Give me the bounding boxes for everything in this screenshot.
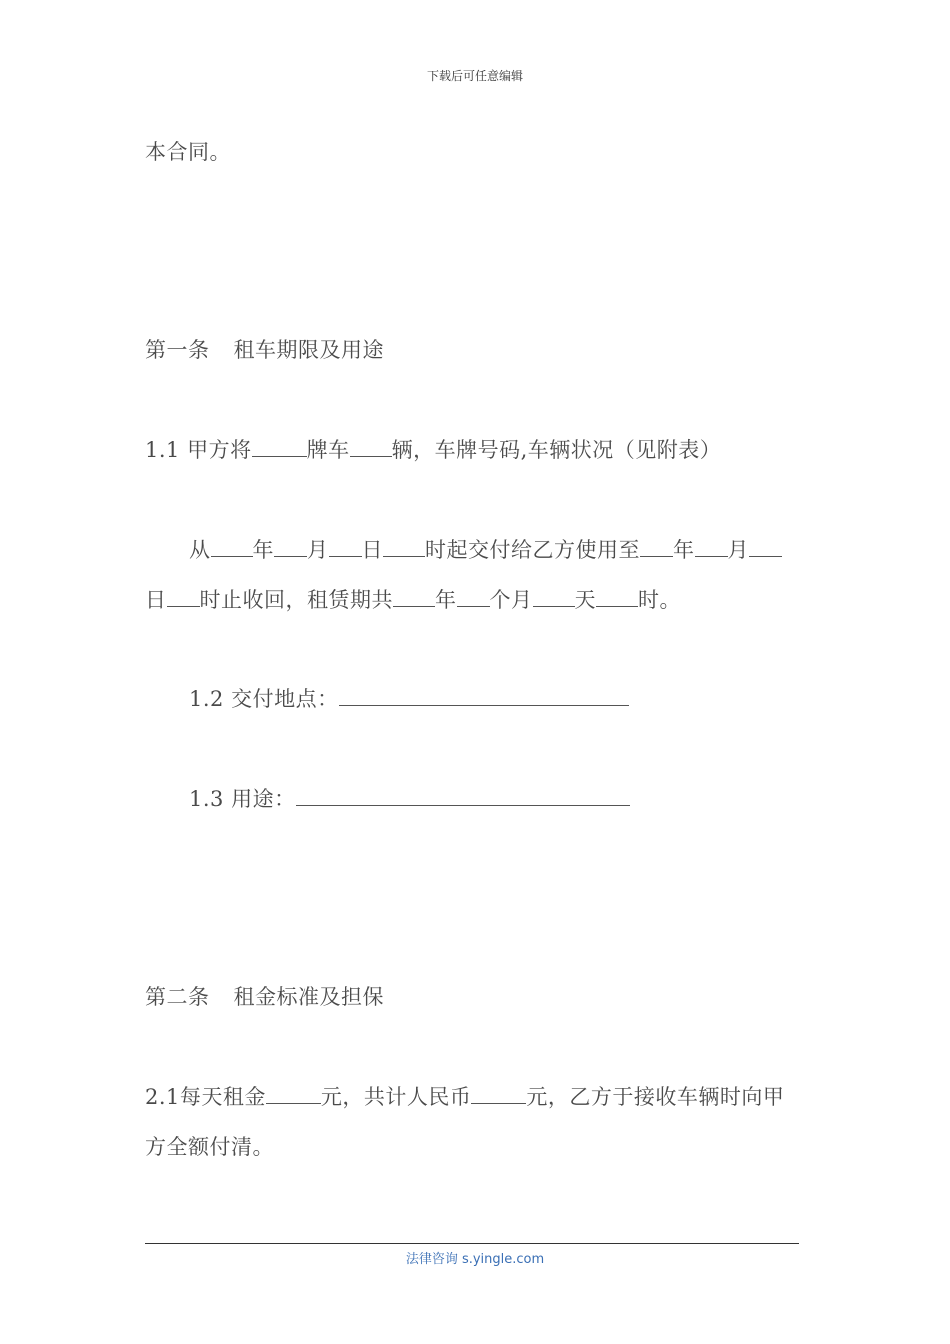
footer-divider xyxy=(145,1243,799,1244)
fill-blank[interactable] xyxy=(167,588,200,607)
text: 日 xyxy=(361,538,383,562)
text: 年 xyxy=(435,588,457,612)
fill-blank[interactable] xyxy=(266,1085,321,1104)
fill-blank[interactable] xyxy=(274,538,307,557)
article-number: 第一条 xyxy=(145,338,210,362)
delivery-location-blank[interactable] xyxy=(339,687,629,706)
text: 月 xyxy=(307,538,329,562)
text: 元，乙方于接收车辆时向甲 xyxy=(526,1085,785,1109)
fill-blank[interactable] xyxy=(393,588,435,607)
text: 1.3 用途： xyxy=(189,787,296,811)
text: 1.1 甲方将 xyxy=(145,438,252,462)
text: 辆，车牌号码,车辆状况（见附表） xyxy=(391,438,722,462)
fill-blank[interactable] xyxy=(457,588,490,607)
clause-1-1 xyxy=(145,436,721,464)
fill-blank[interactable] xyxy=(533,588,575,607)
text: 1.2 交付地点： xyxy=(189,687,339,711)
clause-1-2 xyxy=(189,685,629,713)
fill-blank[interactable] xyxy=(749,538,782,557)
text: 天 xyxy=(574,588,596,612)
article-title: 租金标准及担保 xyxy=(233,985,384,1009)
article-title: 租车期限及用途 xyxy=(233,338,384,362)
article-2-heading xyxy=(145,983,384,1011)
header-note: 下载后可任意编辑 xyxy=(426,69,523,83)
text: 时。 xyxy=(638,588,681,612)
text: 个月 xyxy=(489,588,533,612)
text: 时止收回，租赁期共 xyxy=(199,588,393,612)
clause-1-3 xyxy=(189,785,630,813)
fill-blank[interactable] xyxy=(596,588,638,607)
fill-blank[interactable] xyxy=(350,438,392,457)
text: 2.1每天租金 xyxy=(145,1085,266,1109)
paragraph-line xyxy=(145,138,231,166)
fill-blank[interactable] xyxy=(211,538,253,557)
clause-1-1-period xyxy=(189,536,782,564)
text: 牌车 xyxy=(306,438,350,462)
footer-link[interactable]: 法律咨询 s.yingle.com xyxy=(405,1252,545,1267)
text: 元，共计人民币 xyxy=(320,1085,472,1109)
fill-blank[interactable] xyxy=(695,538,728,557)
text: 本合同。 xyxy=(145,140,231,164)
clause-2-1 xyxy=(145,1083,784,1111)
clause-2-1-cont xyxy=(145,1133,274,1161)
text: 方全额付清。 xyxy=(145,1135,274,1159)
clause-1-1-period-cont xyxy=(145,586,681,614)
fill-blank[interactable] xyxy=(383,538,425,557)
text: 从 xyxy=(189,538,211,562)
text: 月 xyxy=(727,538,749,562)
usage-blank[interactable] xyxy=(296,787,630,806)
article-1-heading xyxy=(145,336,384,364)
text: 年 xyxy=(252,538,274,562)
text: 年 xyxy=(673,538,695,562)
text: 日 xyxy=(145,588,167,612)
fill-blank[interactable] xyxy=(252,438,307,457)
article-number: 第二条 xyxy=(145,985,210,1009)
fill-blank[interactable] xyxy=(329,538,362,557)
text: 时起交付给乙方使用至 xyxy=(425,538,640,562)
fill-blank[interactable] xyxy=(471,1085,526,1104)
fill-blank[interactable] xyxy=(640,538,673,557)
